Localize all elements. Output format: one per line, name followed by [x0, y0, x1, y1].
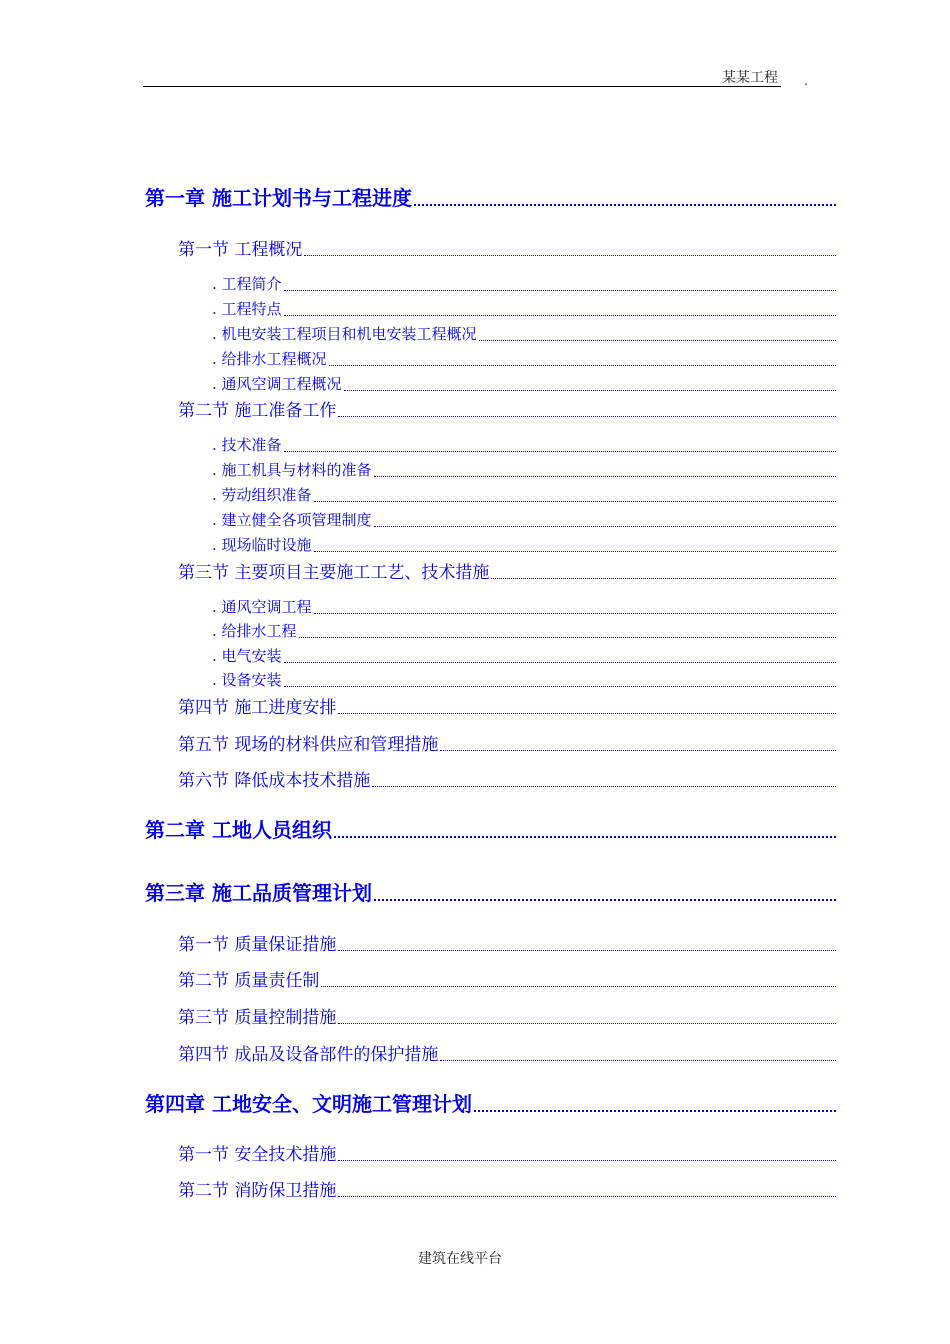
toc-leader-dots: [329, 365, 836, 366]
toc-entry[interactable]: [145, 814, 836, 843]
header-rule: [143, 86, 781, 87]
toc-leader-dots: [338, 1196, 836, 1197]
toc-entry[interactable]: [178, 1140, 836, 1165]
toc-leader-dots: [479, 340, 836, 341]
toc-leader-dots: [284, 451, 836, 452]
toc-entry-label: . 电气安装: [212, 647, 282, 665]
toc-leader-dots: [338, 1023, 836, 1024]
toc-entry-label: 第三节 质量控制措施: [178, 1008, 337, 1028]
toc-entry[interactable]: [212, 620, 836, 641]
toc-entry-label: . 现场临时设施: [212, 536, 312, 554]
header-title: 某某工程: [722, 70, 778, 86]
toc-leader-dots: [314, 613, 836, 614]
toc-leader-dots: [372, 786, 836, 787]
toc-entry-label: 第三节 主要项目主要施工工艺、技术措施: [178, 563, 490, 583]
toc-leader-dots: [314, 551, 836, 552]
toc-entry[interactable]: [212, 509, 836, 530]
toc-leader-dots: [284, 290, 836, 291]
toc-leader-dots: [374, 476, 836, 477]
toc-leader-dots: [374, 899, 836, 901]
toc-entry-label: . 施工机具与材料的准备: [212, 461, 372, 479]
toc-entry-label: 第五节 现场的材料供应和管理措施: [178, 735, 439, 755]
toc-entry-label: . 机电安装工程项目和机电安装工程概况: [212, 325, 477, 343]
toc-entry[interactable]: [178, 396, 836, 421]
toc-entry[interactable]: [212, 298, 836, 319]
toc-entry-label: . 工程简介: [212, 275, 282, 293]
toc-entry-label: 第二节 施工准备工作: [178, 401, 337, 421]
toc-leader-dots: [338, 1160, 836, 1161]
toc-entry[interactable]: [212, 534, 836, 555]
toc-entry[interactable]: [145, 182, 836, 211]
toc-leader-dots: [338, 713, 836, 714]
toc-entry[interactable]: [178, 730, 836, 755]
toc-entry-label: 第二节 消防保卫措施: [178, 1181, 337, 1201]
toc-entry-label: . 通风空调工程概况: [212, 375, 342, 393]
toc-entry[interactable]: [145, 877, 836, 906]
toc-entry-label: 第一节 安全技术措施: [178, 1145, 337, 1165]
toc-entry[interactable]: [178, 1003, 836, 1028]
toc-entry-label: 第一节 质量保证措施: [178, 935, 337, 955]
toc-entry-label: 第二节 质量责任制: [178, 971, 320, 991]
toc-leader-dots: [284, 686, 836, 687]
toc-entry-label: 第四节 成品及设备部件的保护措施: [178, 1045, 439, 1065]
toc-leader-dots: [414, 204, 836, 206]
toc-entry-label: 第二章 工地人员组织: [145, 818, 332, 842]
toc-entry[interactable]: [178, 558, 836, 583]
toc-entry[interactable]: [178, 966, 836, 991]
toc-leader-dots: [284, 315, 836, 316]
footer-text: 建筑在线平台: [418, 1251, 502, 1267]
toc-entry-label: . 给排水工程概况: [212, 350, 327, 368]
toc-entry-label: . 劳动组织准备: [212, 486, 312, 504]
toc-leader-dots: [338, 950, 836, 951]
toc-leader-dots: [440, 1060, 836, 1061]
toc-entry-label: 第四章 工地安全、文明施工管理计划: [145, 1092, 472, 1116]
toc-entry[interactable]: [178, 1040, 836, 1065]
toc-leader-dots: [334, 836, 836, 838]
toc-entry-label: . 工程特点: [212, 300, 282, 318]
toc-entry-label: 第四节 施工进度安排: [178, 698, 337, 718]
toc-entry[interactable]: [145, 1088, 836, 1117]
toc-entry[interactable]: [178, 693, 836, 718]
toc-entry[interactable]: [212, 434, 836, 455]
toc-entry-label: 第六节 降低成本技术措施: [178, 771, 371, 791]
toc-entry[interactable]: [212, 273, 836, 294]
toc-leader-dots: [304, 255, 836, 256]
toc-entry[interactable]: [212, 459, 836, 480]
toc-entry[interactable]: [212, 669, 836, 690]
toc-leader-dots: [314, 501, 836, 502]
toc-leader-dots: [474, 1110, 836, 1112]
toc-entry[interactable]: [212, 323, 836, 344]
toc-entry-label: 第三章 施工品质管理计划: [145, 881, 372, 905]
toc-leader-dots: [284, 662, 836, 663]
toc-entry[interactable]: [212, 373, 836, 394]
toc-entry-label: 第一章 施工计划书与工程进度: [145, 186, 412, 210]
toc-leader-dots: [321, 986, 836, 987]
toc-entry[interactable]: [178, 930, 836, 955]
toc-entry-label: . 给排水工程: [212, 622, 297, 640]
toc-entry-label: . 建立健全各项管理制度: [212, 511, 372, 529]
toc-entry[interactable]: [212, 484, 836, 505]
toc-leader-dots: [440, 750, 836, 751]
toc-entry-label: . 设备安装: [212, 671, 282, 689]
toc-entry-label: . 技术准备: [212, 436, 282, 454]
toc-entry[interactable]: [178, 235, 836, 260]
toc-leader-dots: [344, 390, 836, 391]
toc-leader-dots: [374, 526, 836, 527]
header-dot: .: [804, 74, 808, 88]
toc-leader-dots: [299, 637, 836, 638]
toc-entry[interactable]: [212, 596, 836, 617]
toc-entry-label: . 通风空调工程: [212, 598, 312, 616]
toc-leader-dots: [338, 416, 836, 417]
toc-entry[interactable]: [178, 766, 836, 791]
toc-entry-label: 第一节 工程概况: [178, 240, 303, 260]
toc-leader-dots: [491, 578, 836, 579]
toc-entry[interactable]: [212, 348, 836, 369]
toc-entry[interactable]: [212, 645, 836, 666]
toc-entry[interactable]: [178, 1176, 836, 1201]
